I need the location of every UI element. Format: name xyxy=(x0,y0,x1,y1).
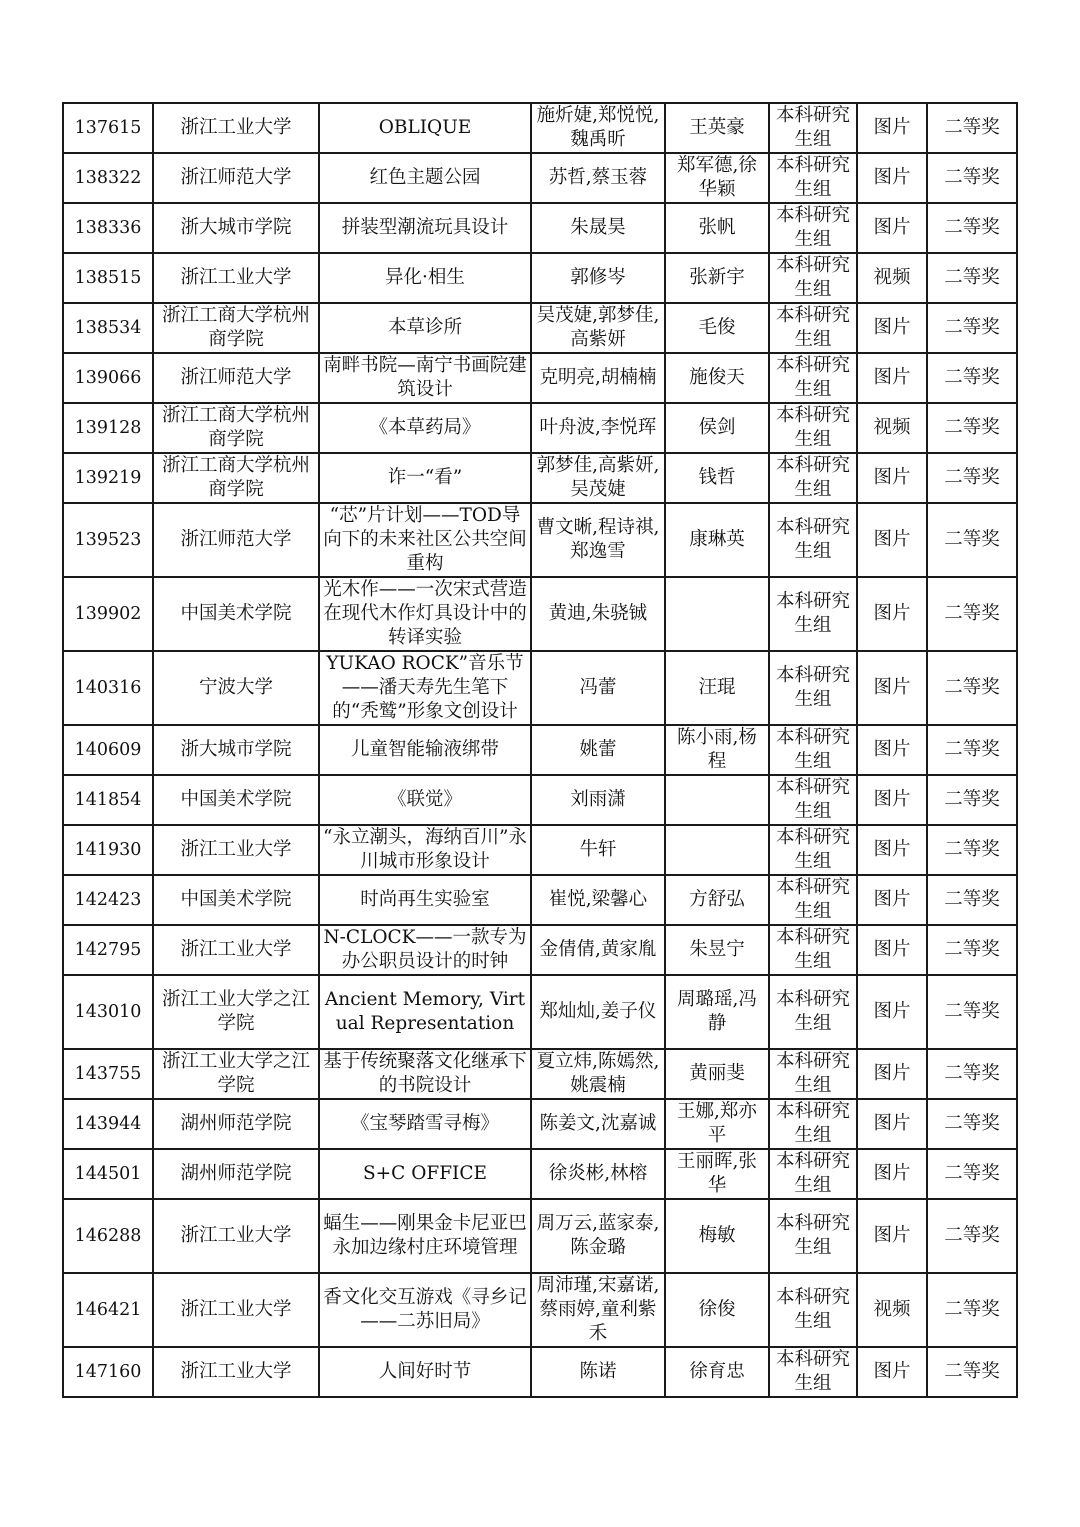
group-cell: 本科研究生组 xyxy=(769,303,857,353)
table-row xyxy=(63,103,1017,153)
entry-id-cell: 138515 xyxy=(63,253,153,303)
title-cell: 《宝琴踏雪寻梅》 xyxy=(319,1099,531,1149)
type-cell: 图片 xyxy=(857,353,927,403)
award-cell: 二等奖 xyxy=(927,1347,1017,1397)
table-row xyxy=(63,875,1017,925)
school-cell: 浙江工业大学 xyxy=(153,103,319,153)
group-cell: 本科研究生组 xyxy=(769,577,857,651)
authors-cell: 周沛瑾,宋嘉诺,蔡雨婷,童利紫禾 xyxy=(531,1273,665,1347)
advisor-cell: 康琳英 xyxy=(665,503,769,577)
group-cell: 本科研究生组 xyxy=(769,353,857,403)
school-cell: 中国美术学院 xyxy=(153,775,319,825)
table-row xyxy=(63,577,1017,651)
table-row xyxy=(63,775,1017,825)
award-cell: 二等奖 xyxy=(927,1149,1017,1199)
award-cell: 二等奖 xyxy=(927,775,1017,825)
group-cell: 本科研究生组 xyxy=(769,503,857,577)
title-cell: “永立潮头，海纳百川”永川城市形象设计 xyxy=(319,825,531,875)
award-cell: 二等奖 xyxy=(927,975,1017,1049)
award-cell: 二等奖 xyxy=(927,925,1017,975)
authors-cell: 郭修岑 xyxy=(531,253,665,303)
entry-id-cell: 140316 xyxy=(63,651,153,725)
table-row xyxy=(63,503,1017,577)
school-cell: 浙大城市学院 xyxy=(153,725,319,775)
school-cell: 浙江工业大学 xyxy=(153,1273,319,1347)
authors-cell: 姚蕾 xyxy=(531,725,665,775)
group-cell: 本科研究生组 xyxy=(769,253,857,303)
entry-id-cell: 143944 xyxy=(63,1099,153,1149)
advisor-cell: 毛俊 xyxy=(665,303,769,353)
table-row xyxy=(63,975,1017,1049)
authors-cell: 黄迪,朱骁铖 xyxy=(531,577,665,651)
award-cell: 二等奖 xyxy=(927,577,1017,651)
award-cell: 二等奖 xyxy=(927,103,1017,153)
title-cell: S+C OFFICE xyxy=(319,1149,531,1199)
school-cell: 中国美术学院 xyxy=(153,875,319,925)
title-cell: 《联觉》 xyxy=(319,775,531,825)
type-cell: 图片 xyxy=(857,203,927,253)
table-row xyxy=(63,403,1017,453)
title-cell: 光木作——一次宋式营造在现代木作灯具设计中的转译实验 xyxy=(319,577,531,651)
type-cell: 图片 xyxy=(857,1049,927,1099)
school-cell: 浙江工业大学 xyxy=(153,1347,319,1397)
type-cell: 图片 xyxy=(857,577,927,651)
table-row xyxy=(63,925,1017,975)
group-cell: 本科研究生组 xyxy=(769,1347,857,1397)
school-cell: 浙江工业大学 xyxy=(153,925,319,975)
group-cell: 本科研究生组 xyxy=(769,1099,857,1149)
type-cell: 视频 xyxy=(857,403,927,453)
entry-id-cell: 139066 xyxy=(63,353,153,403)
type-cell: 图片 xyxy=(857,1099,927,1149)
type-cell: 图片 xyxy=(857,503,927,577)
award-cell: 二等奖 xyxy=(927,303,1017,353)
entry-id-cell: 138322 xyxy=(63,153,153,203)
award-cell: 二等奖 xyxy=(927,651,1017,725)
type-cell: 图片 xyxy=(857,1199,927,1273)
authors-cell: 刘雨潇 xyxy=(531,775,665,825)
entry-id-cell: 139128 xyxy=(63,403,153,453)
authors-cell: 陈姜文,沈嘉诚 xyxy=(531,1099,665,1149)
school-cell: 浙江师范大学 xyxy=(153,153,319,203)
table-row xyxy=(63,253,1017,303)
title-cell: 蝠生——刚果金卡尼亚巴永加边缘村庄环境管理 xyxy=(319,1199,531,1273)
award-cell: 二等奖 xyxy=(927,203,1017,253)
authors-cell: 朱晟昊 xyxy=(531,203,665,253)
table-row xyxy=(63,1347,1017,1397)
group-cell: 本科研究生组 xyxy=(769,651,857,725)
table-row xyxy=(63,1049,1017,1099)
school-cell: 浙江工业大学 xyxy=(153,1199,319,1273)
entry-id-cell: 143755 xyxy=(63,1049,153,1099)
table-row xyxy=(63,725,1017,775)
authors-cell: 苏哲,蔡玉蓉 xyxy=(531,153,665,203)
title-cell: 南畔书院—南宁书画院建筑设计 xyxy=(319,353,531,403)
school-cell: 浙江师范大学 xyxy=(153,353,319,403)
title-cell: 人间好时节 xyxy=(319,1347,531,1397)
title-cell: 拼装型潮流玩具设计 xyxy=(319,203,531,253)
title-cell: 基于传统聚落文化继承下的书院设计 xyxy=(319,1049,531,1099)
entry-id-cell: 138534 xyxy=(63,303,153,353)
type-cell: 图片 xyxy=(857,453,927,503)
group-cell: 本科研究生组 xyxy=(769,1199,857,1273)
school-cell: 浙江工商大学杭州商学院 xyxy=(153,303,319,353)
award-cell: 二等奖 xyxy=(927,403,1017,453)
type-cell: 图片 xyxy=(857,825,927,875)
school-cell: 浙江工业大学之江学院 xyxy=(153,1049,319,1099)
entry-id-cell: 146421 xyxy=(63,1273,153,1347)
type-cell: 图片 xyxy=(857,651,927,725)
advisor-cell: 张帆 xyxy=(665,203,769,253)
advisor-cell: 王丽晖,张华 xyxy=(665,1149,769,1199)
authors-cell: 曹文晰,程诗祺,郑逸雪 xyxy=(531,503,665,577)
title-cell: 时尚再生实验室 xyxy=(319,875,531,925)
table-row xyxy=(63,1273,1017,1347)
entry-id-cell: 138336 xyxy=(63,203,153,253)
entry-id-cell: 144501 xyxy=(63,1149,153,1199)
award-cell: 二等奖 xyxy=(927,503,1017,577)
table-row xyxy=(63,453,1017,503)
awards-table xyxy=(62,102,1018,1398)
type-cell: 图片 xyxy=(857,725,927,775)
school-cell: 浙江工业大学 xyxy=(153,825,319,875)
advisor-cell: 周璐瑶,冯静 xyxy=(665,975,769,1049)
advisor-cell: 汪琨 xyxy=(665,651,769,725)
authors-cell: 金倩倩,黄家胤 xyxy=(531,925,665,975)
authors-cell: 徐炎彬,林榕 xyxy=(531,1149,665,1199)
advisor-cell xyxy=(665,577,769,651)
advisor-cell: 黄丽斐 xyxy=(665,1049,769,1099)
title-cell: 本草诊所 xyxy=(319,303,531,353)
school-cell: 中国美术学院 xyxy=(153,577,319,651)
group-cell: 本科研究生组 xyxy=(769,203,857,253)
type-cell: 图片 xyxy=(857,103,927,153)
group-cell: 本科研究生组 xyxy=(769,1273,857,1347)
title-cell: YUKAO ROCK”音乐节——潘天寿先生笔下的“秃鹫”形象文创设计 xyxy=(319,651,531,725)
award-cell: 二等奖 xyxy=(927,725,1017,775)
authors-cell: 崔悦,梁馨心 xyxy=(531,875,665,925)
entry-id-cell: 139523 xyxy=(63,503,153,577)
type-cell: 视频 xyxy=(857,1273,927,1347)
school-cell: 湖州师范学院 xyxy=(153,1099,319,1149)
award-cell: 二等奖 xyxy=(927,1099,1017,1149)
advisor-cell: 王英豪 xyxy=(665,103,769,153)
entry-id-cell: 141930 xyxy=(63,825,153,875)
school-cell: 浙江工业大学之江学院 xyxy=(153,975,319,1049)
group-cell: 本科研究生组 xyxy=(769,453,857,503)
title-cell: N-CLOCK——一款专为办公职员设计的时钟 xyxy=(319,925,531,975)
group-cell: 本科研究生组 xyxy=(769,153,857,203)
group-cell: 本科研究生组 xyxy=(769,1149,857,1199)
authors-cell: 叶舟波,李悦珲 xyxy=(531,403,665,453)
table-row xyxy=(63,153,1017,203)
table-row xyxy=(63,651,1017,725)
authors-cell: 吴茂婕,郭梦佳,高紫妍 xyxy=(531,303,665,353)
authors-cell: 施炘婕,郑悦悦,魏禹昕 xyxy=(531,103,665,153)
group-cell: 本科研究生组 xyxy=(769,1049,857,1099)
table-row xyxy=(63,825,1017,875)
advisor-cell: 方舒弘 xyxy=(665,875,769,925)
entry-id-cell: 142795 xyxy=(63,925,153,975)
authors-cell: 周万云,蓝家泰,陈金璐 xyxy=(531,1199,665,1273)
type-cell: 视频 xyxy=(857,253,927,303)
advisor-cell: 徐俊 xyxy=(665,1273,769,1347)
table-row xyxy=(63,203,1017,253)
award-cell: 二等奖 xyxy=(927,875,1017,925)
school-cell: 宁波大学 xyxy=(153,651,319,725)
authors-cell: 郭梦佳,高紫妍,吴茂婕 xyxy=(531,453,665,503)
entry-id-cell: 142423 xyxy=(63,875,153,925)
award-cell: 二等奖 xyxy=(927,453,1017,503)
group-cell: 本科研究生组 xyxy=(769,825,857,875)
school-cell: 浙江师范大学 xyxy=(153,503,319,577)
entry-id-cell: 139219 xyxy=(63,453,153,503)
award-cell: 二等奖 xyxy=(927,1049,1017,1099)
title-cell: 异化·相生 xyxy=(319,253,531,303)
authors-cell: 克明亮,胡楠楠 xyxy=(531,353,665,403)
entry-id-cell: 146288 xyxy=(63,1199,153,1273)
authors-cell: 陈诺 xyxy=(531,1347,665,1397)
advisor-cell: 梅敏 xyxy=(665,1199,769,1273)
authors-cell: 郑灿灿,姜子仪 xyxy=(531,975,665,1049)
entry-id-cell: 140609 xyxy=(63,725,153,775)
school-cell: 浙江工商大学杭州商学院 xyxy=(153,453,319,503)
advisor-cell: 钱哲 xyxy=(665,453,769,503)
authors-cell: 冯蕾 xyxy=(531,651,665,725)
type-cell: 图片 xyxy=(857,975,927,1049)
award-cell: 二等奖 xyxy=(927,825,1017,875)
advisor-cell: 朱昱宁 xyxy=(665,925,769,975)
award-cell: 二等奖 xyxy=(927,353,1017,403)
entry-id-cell: 141854 xyxy=(63,775,153,825)
table-row xyxy=(63,1199,1017,1273)
advisor-cell: 陈小雨,杨程 xyxy=(665,725,769,775)
group-cell: 本科研究生组 xyxy=(769,925,857,975)
table-row xyxy=(63,353,1017,403)
advisor-cell: 徐育忠 xyxy=(665,1347,769,1397)
advisor-cell: 施俊天 xyxy=(665,353,769,403)
type-cell: 图片 xyxy=(857,1347,927,1397)
group-cell: 本科研究生组 xyxy=(769,875,857,925)
table-row xyxy=(63,1149,1017,1199)
advisor-cell: 张新宇 xyxy=(665,253,769,303)
group-cell: 本科研究生组 xyxy=(769,103,857,153)
type-cell: 图片 xyxy=(857,875,927,925)
title-cell: “芯”片计划——TOD导向下的未来社区公共空间重构 xyxy=(319,503,531,577)
type-cell: 图片 xyxy=(857,925,927,975)
title-cell: 香文化交互游戏《寻乡记——二苏旧局》 xyxy=(319,1273,531,1347)
award-cell: 二等奖 xyxy=(927,253,1017,303)
title-cell: Ancient Memory, Virtual Representation xyxy=(319,975,531,1049)
group-cell: 本科研究生组 xyxy=(769,403,857,453)
advisor-cell: 侯剑 xyxy=(665,403,769,453)
advisor-cell: 王娜,郑亦平 xyxy=(665,1099,769,1149)
authors-cell: 夏立炜,陈嫣然,姚震楠 xyxy=(531,1049,665,1099)
entry-id-cell: 137615 xyxy=(63,103,153,153)
type-cell: 图片 xyxy=(857,775,927,825)
school-cell: 湖州师范学院 xyxy=(153,1149,319,1199)
title-cell: 红色主题公园 xyxy=(319,153,531,203)
table-body xyxy=(63,103,1017,1397)
group-cell: 本科研究生组 xyxy=(769,775,857,825)
type-cell: 图片 xyxy=(857,1149,927,1199)
title-cell: 诈一“看” xyxy=(319,453,531,503)
group-cell: 本科研究生组 xyxy=(769,725,857,775)
table-row xyxy=(63,303,1017,353)
award-cell: 二等奖 xyxy=(927,1273,1017,1347)
title-cell: 儿童智能输液绑带 xyxy=(319,725,531,775)
type-cell: 图片 xyxy=(857,153,927,203)
school-cell: 浙江工商大学杭州商学院 xyxy=(153,403,319,453)
school-cell: 浙大城市学院 xyxy=(153,203,319,253)
group-cell: 本科研究生组 xyxy=(769,975,857,1049)
advisor-cell xyxy=(665,825,769,875)
table-row xyxy=(63,1099,1017,1149)
entry-id-cell: 147160 xyxy=(63,1347,153,1397)
authors-cell: 牛轩 xyxy=(531,825,665,875)
advisor-cell xyxy=(665,775,769,825)
award-cell: 二等奖 xyxy=(927,1199,1017,1273)
entry-id-cell: 139902 xyxy=(63,577,153,651)
title-cell: 《本草药局》 xyxy=(319,403,531,453)
type-cell: 图片 xyxy=(857,303,927,353)
school-cell: 浙江工业大学 xyxy=(153,253,319,303)
entry-id-cell: 143010 xyxy=(63,975,153,1049)
title-cell: OBLIQUE xyxy=(319,103,531,153)
award-cell: 二等奖 xyxy=(927,153,1017,203)
advisor-cell: 郑军德,徐华颖 xyxy=(665,153,769,203)
